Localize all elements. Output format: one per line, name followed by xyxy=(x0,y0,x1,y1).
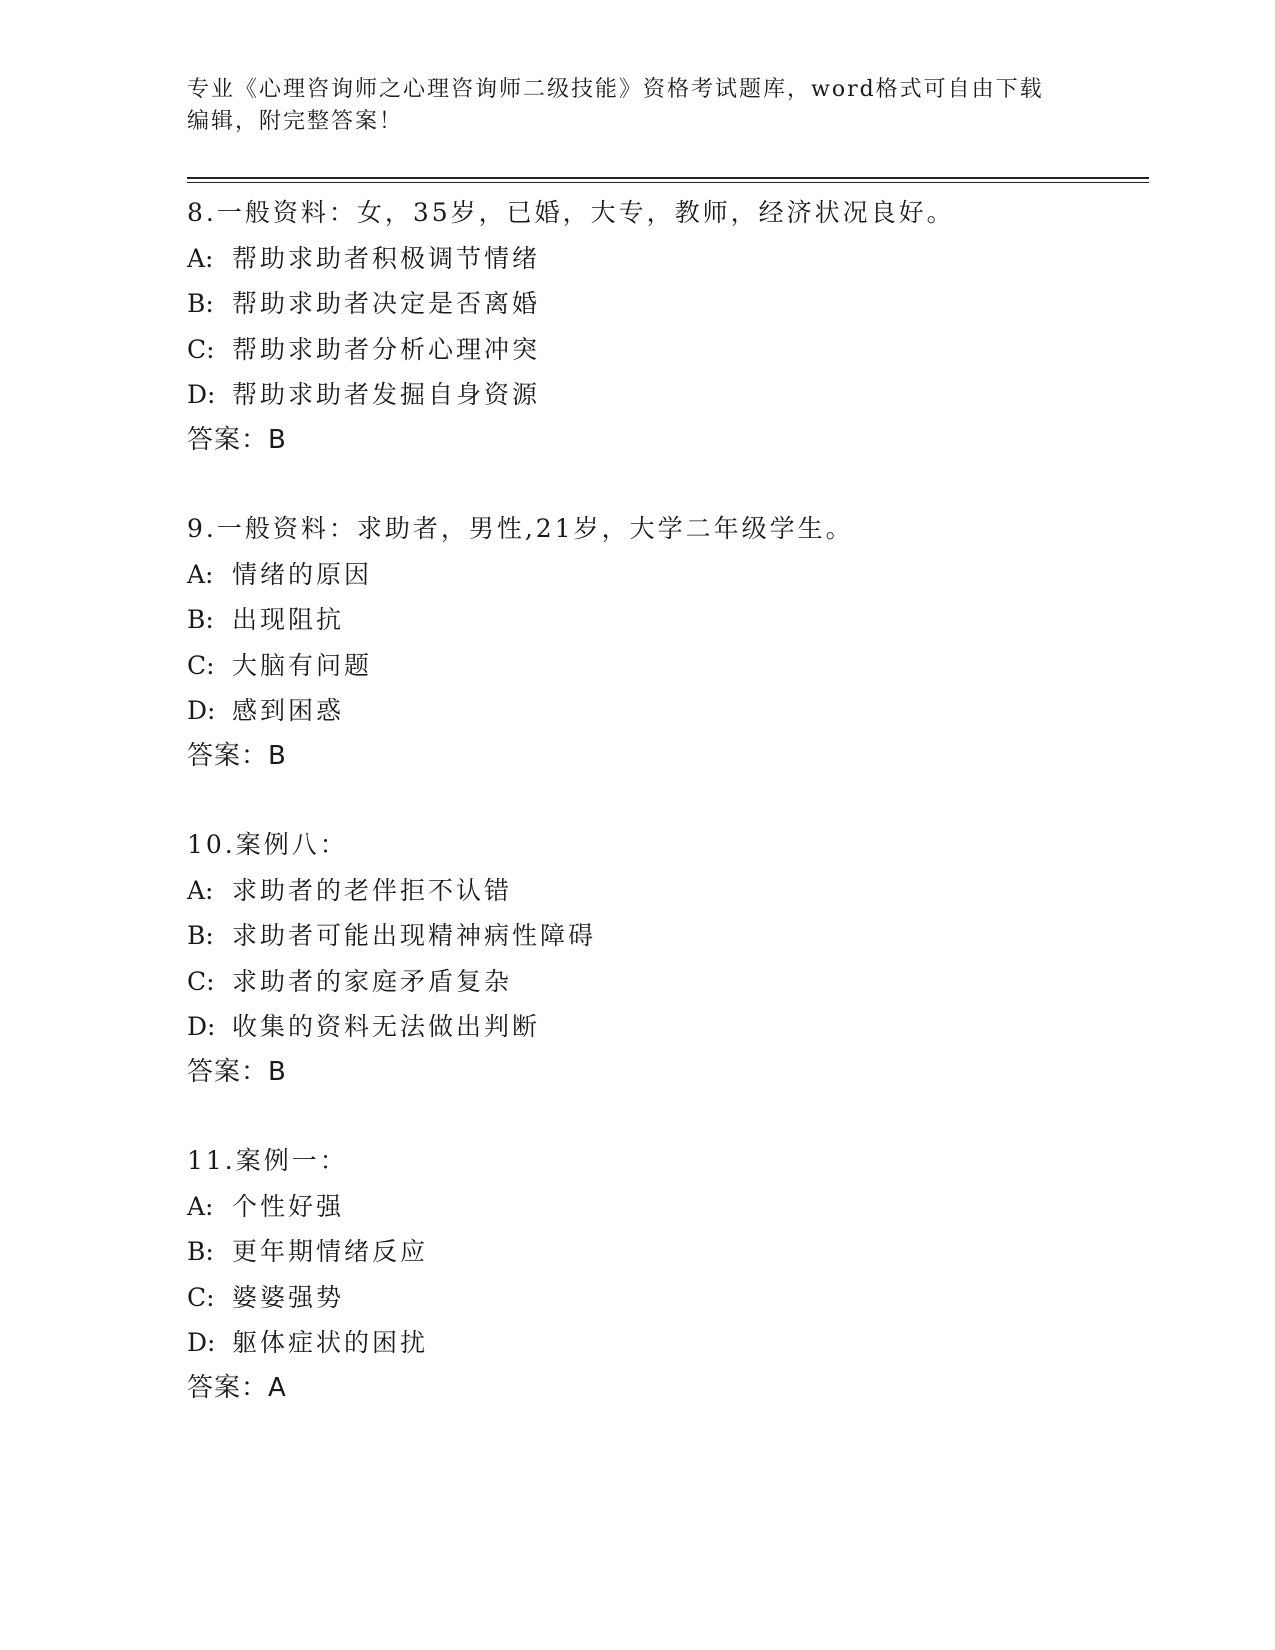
option-letter: B: xyxy=(187,605,214,634)
option-text: 帮助求助者决定是否离婚 xyxy=(232,289,541,318)
option-text: 出现阻抗 xyxy=(232,605,345,634)
header-divider-thick xyxy=(187,177,1149,179)
question-9 xyxy=(187,506,1147,779)
option-letter: C: xyxy=(187,1282,215,1312)
option-d xyxy=(187,688,1147,734)
header-divider-thin xyxy=(187,182,1149,183)
option-text: 感到困惑 xyxy=(232,696,345,725)
option-letter: D: xyxy=(187,1328,216,1357)
question-8 xyxy=(187,190,1147,463)
answer-line: 答案：A xyxy=(187,1372,287,1403)
option-a xyxy=(187,552,1147,598)
option-b xyxy=(187,281,1147,327)
option-text: 求助者的家庭矛盾复杂 xyxy=(232,966,513,996)
option-letter: D: xyxy=(187,380,216,409)
option-text: 收集的资料无法做出判断 xyxy=(232,1012,541,1041)
question-11 xyxy=(187,1138,1147,1411)
option-text: 大脑有问题 xyxy=(232,650,373,680)
option-letter: B: xyxy=(187,1237,214,1266)
option-letter: A: xyxy=(187,559,214,589)
option-a xyxy=(187,868,1147,914)
option-letter: B: xyxy=(187,921,214,950)
option-text: 更年期情绪反应 xyxy=(232,1237,429,1266)
option-letter: D: xyxy=(187,1012,216,1041)
document-header xyxy=(187,74,1087,138)
option-d xyxy=(187,1320,1147,1366)
option-text: 情绪的原因 xyxy=(232,559,373,589)
option-letter: C: xyxy=(187,334,215,364)
option-c xyxy=(187,959,1147,1005)
answer-line: 答案：B xyxy=(187,1056,287,1087)
question-stem: 10.案例八： xyxy=(187,830,348,859)
question-stem: 9.一般资料：求助者，男性,21岁，大学二年级学生。 xyxy=(187,514,854,543)
option-letter: C: xyxy=(187,650,215,680)
header-line-2: 编辑，附完整答案！ xyxy=(187,109,404,134)
option-text: 帮助求助者积极调节情绪 xyxy=(232,243,541,273)
option-a xyxy=(187,1184,1147,1230)
option-a xyxy=(187,236,1147,282)
answer-line: 答案：B xyxy=(187,740,287,771)
question-list xyxy=(187,190,1147,1454)
option-letter: C: xyxy=(187,966,215,996)
question-10 xyxy=(187,822,1147,1095)
option-text: 帮助求助者分析心理冲突 xyxy=(232,334,541,364)
option-text: 帮助求助者发掘自身资源 xyxy=(232,380,541,409)
option-letter: D: xyxy=(187,696,216,725)
option-text: 躯体症状的困扰 xyxy=(232,1328,429,1357)
answer-line: 答案：B xyxy=(187,424,287,455)
header-line-1: 专业《心理咨询师之心理咨询师二级技能》资格考试题库，word格式可自由下载 xyxy=(187,77,1044,102)
option-text: 求助者的老伴拒不认错 xyxy=(232,875,513,905)
option-letter: A: xyxy=(187,243,214,273)
option-c xyxy=(187,1275,1147,1321)
option-c xyxy=(187,643,1147,689)
option-text: 求助者可能出现精神病性障碍 xyxy=(232,921,597,950)
question-stem: 11.案例一： xyxy=(187,1146,348,1175)
option-d xyxy=(187,1004,1147,1050)
option-text: 婆婆强势 xyxy=(232,1282,345,1312)
option-letter: A: xyxy=(187,875,214,905)
option-b xyxy=(187,1229,1147,1275)
option-text: 个性好强 xyxy=(232,1191,345,1221)
option-letter: B: xyxy=(187,289,214,318)
option-letter: A: xyxy=(187,1191,214,1221)
question-stem: 8.一般资料：女，35岁，已婚，大专，教师，经济状况良好。 xyxy=(187,198,955,227)
option-c xyxy=(187,327,1147,373)
option-d xyxy=(187,372,1147,418)
option-b xyxy=(187,597,1147,643)
option-b xyxy=(187,913,1147,959)
